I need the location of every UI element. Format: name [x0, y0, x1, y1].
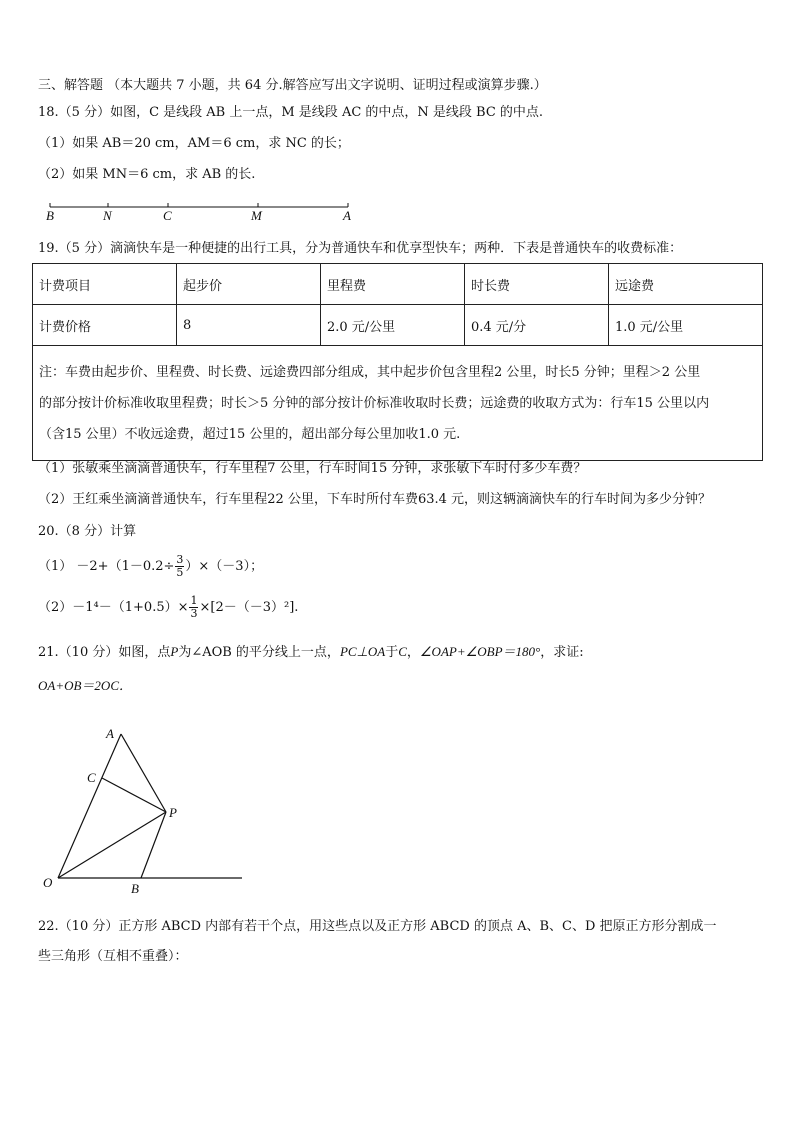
q19-part1: （1）张敏乘坐滴滴普通快车，行车里程7 公里，行车时间15 分钟，求张敏下车时付多少车费？: [38, 461, 587, 476]
q19-title: 19.（5 分）滴滴快车是一种便捷的出行工具，分为普通快车和优享型快车；两种．下表是普通快车的收费标准：: [38, 241, 683, 256]
fee-note: [33, 346, 763, 461]
fee-price-cell: 8: [177, 305, 321, 346]
fee-price-cell: 0.4 元/分: [465, 305, 609, 346]
section-header: 三、解答题 （本大题共 7 小题，共 64 分.解答应写出文字说明、证明过程或演算步骤.）: [38, 78, 547, 93]
q22-line1: 22.（10 分）正方形 ABCD 内部有若干个点，用这些点以及正方形 ABCD 的顶点 A、B、C、D 把原正方形分割成一: [38, 919, 717, 934]
q18-segment-figure: [40, 196, 360, 224]
q21-perpendicular: PC⊥OA: [339, 644, 386, 659]
q21-text: 于: [385, 645, 399, 660]
q20-part2: [38, 593, 298, 623]
q22-line2: 些三角形（互相不重叠）：: [38, 949, 188, 964]
fee-header-cell: 起步价: [177, 264, 321, 305]
q21-label-p: P: [169, 805, 177, 820]
fee-price-cell: 计费价格: [33, 305, 177, 346]
q20-p1-fraction: [175, 554, 184, 579]
q18-label-n: N: [103, 208, 112, 223]
q21-label-o: O: [43, 875, 53, 890]
fee-table-header-row: [33, 264, 763, 305]
fee-note-line: 的部分按计价标准收取里程费；时长＞5 分钟的部分按计价标准收取时长费；远途费的收取方式为：行车15 公里以内: [39, 395, 710, 411]
q20-p2-post: ×[2－（－3）²].: [199, 600, 299, 615]
q18-title: 18.（5 分）如图，C 是线段 AB 上一点，M 是线段 AC 的中点，N 是线段 BC 的中点.: [38, 105, 544, 120]
fee-table-note-row: [33, 346, 763, 461]
fee-note-line: 注：车费由起步价、里程费、时长费、远途费四部分组成，其中起步价包含里程2 公里，时长5 分钟；里程＞2 公里: [39, 364, 701, 380]
q18-label-b: B: [46, 208, 54, 223]
q20-p2-numerator: 1: [190, 594, 198, 607]
q21-text: 21.（10 分）如图，点: [38, 645, 171, 660]
fee-table-price-row: [33, 305, 763, 346]
q20-p2-denominator: 3: [190, 607, 198, 620]
q21-label-b: B: [131, 881, 139, 896]
q18-part2: （2）如果 MN＝6 cm，求 AB 的长.: [38, 167, 256, 182]
q21-claim: OA+OB＝2OC．: [38, 678, 132, 693]
fee-price-cell: 1.0 元/公里: [609, 305, 763, 346]
q21-label-c: C: [87, 770, 96, 785]
q21-title: [38, 643, 584, 662]
fee-note-line: （含15 公里）不收远途费，超过15 公里的，超出部分每公里加收1.0 元.: [39, 426, 461, 442]
fee-header-cell: 远途费: [609, 264, 763, 305]
q21-text: 为∠AOB 的平分线上一点，: [178, 645, 340, 660]
q21-text: ，求证:: [540, 645, 584, 660]
q18-label-c: C: [163, 208, 172, 223]
fee-header-cell: 时长费: [465, 264, 609, 305]
q18-part1: （1）如果 AB＝20 cm，AM＝6 cm，求 NC 的长；: [38, 136, 350, 151]
q18-label-m: M: [251, 208, 262, 223]
q18-label-a: A: [343, 208, 351, 223]
q21-angle-condition: ∠OAP+∠OBP＝180°: [419, 644, 541, 659]
fee-header-cell: 里程费: [321, 264, 465, 305]
q21-label-a: A: [106, 726, 114, 741]
fee-table: [32, 263, 763, 461]
q20-p1-pre: （1） －2+（1－0.2÷: [38, 559, 175, 574]
q21-text: ，: [406, 645, 420, 660]
q20-p1-numerator: 3: [176, 553, 184, 566]
q20-title: 20.（8 分）计算: [38, 524, 137, 539]
q20-p1-post: ）×（－3）；: [185, 559, 264, 574]
fee-header-cell: 计费项目: [33, 264, 177, 305]
q19-part2: （2）王红乘坐滴滴普通快车，行车里程22 公里，下车时所付车费63.4 元，则这辆滴滴快车的行车时间为多少分钟？: [38, 492, 712, 507]
q20-p2-fraction: [189, 595, 198, 620]
q20-p2-pre: （2）－1⁴－（1+0.5）×: [38, 600, 189, 615]
q21-point-c: C: [398, 644, 407, 659]
q21-point-p: P: [170, 644, 179, 659]
q20-part1: [38, 552, 263, 582]
fee-price-cell: 2.0 元/公里: [321, 305, 465, 346]
q21-geometry-figure: [36, 722, 248, 898]
q20-p1-denominator: 5: [176, 566, 184, 579]
